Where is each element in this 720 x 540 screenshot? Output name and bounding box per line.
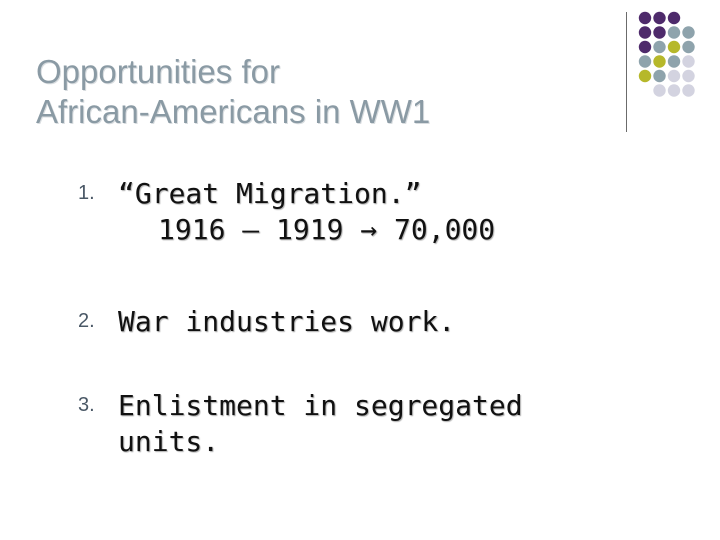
list-number: 3. <box>78 394 95 416</box>
list-text-line-1: “Great Migration.” <box>118 177 422 210</box>
decorative-dot <box>639 12 651 24</box>
decorative-dot <box>682 84 694 96</box>
title-line-2: African-Americans in WW1 <box>36 93 431 130</box>
decorative-dot <box>653 12 665 24</box>
decorative-dot <box>653 26 665 38</box>
decorative-dot <box>639 41 651 53</box>
list-text-line-1: Enlistment in segregated <box>118 389 523 422</box>
list-text <box>118 388 523 460</box>
decorative-dot <box>653 41 665 53</box>
list-number: 2. <box>78 310 95 332</box>
list-text <box>118 176 495 248</box>
decorative-dot <box>639 55 651 67</box>
decorative-dot <box>682 26 694 38</box>
decorative-dot <box>639 70 651 82</box>
list-text <box>118 304 455 340</box>
list-item <box>78 304 678 384</box>
decorative-dot-grid <box>0 0 720 160</box>
list-text-line-2: units. <box>118 425 220 458</box>
title-line-1: Opportunities for <box>36 53 280 90</box>
decorative-dot <box>653 55 665 67</box>
decorative-dot <box>653 70 665 82</box>
decorative-dot <box>682 41 694 53</box>
list-text-line-1: War industries work. <box>118 305 456 338</box>
decorative-dot <box>682 55 694 67</box>
decorative-dot <box>668 84 680 96</box>
decorative-dot <box>639 26 651 38</box>
list-item <box>78 176 678 256</box>
decorative-dot <box>653 84 665 96</box>
decorative-dot <box>668 12 680 24</box>
list-text-line-2: 1916 – 1919 → 70,000 <box>158 213 496 246</box>
decorative-dot <box>682 70 694 82</box>
decorative-dot <box>668 55 680 67</box>
decorative-dot <box>668 41 680 53</box>
list-number: 1. <box>78 182 95 204</box>
decorative-dot <box>668 70 680 82</box>
decorative-dot <box>668 26 680 38</box>
list-item <box>78 388 678 468</box>
